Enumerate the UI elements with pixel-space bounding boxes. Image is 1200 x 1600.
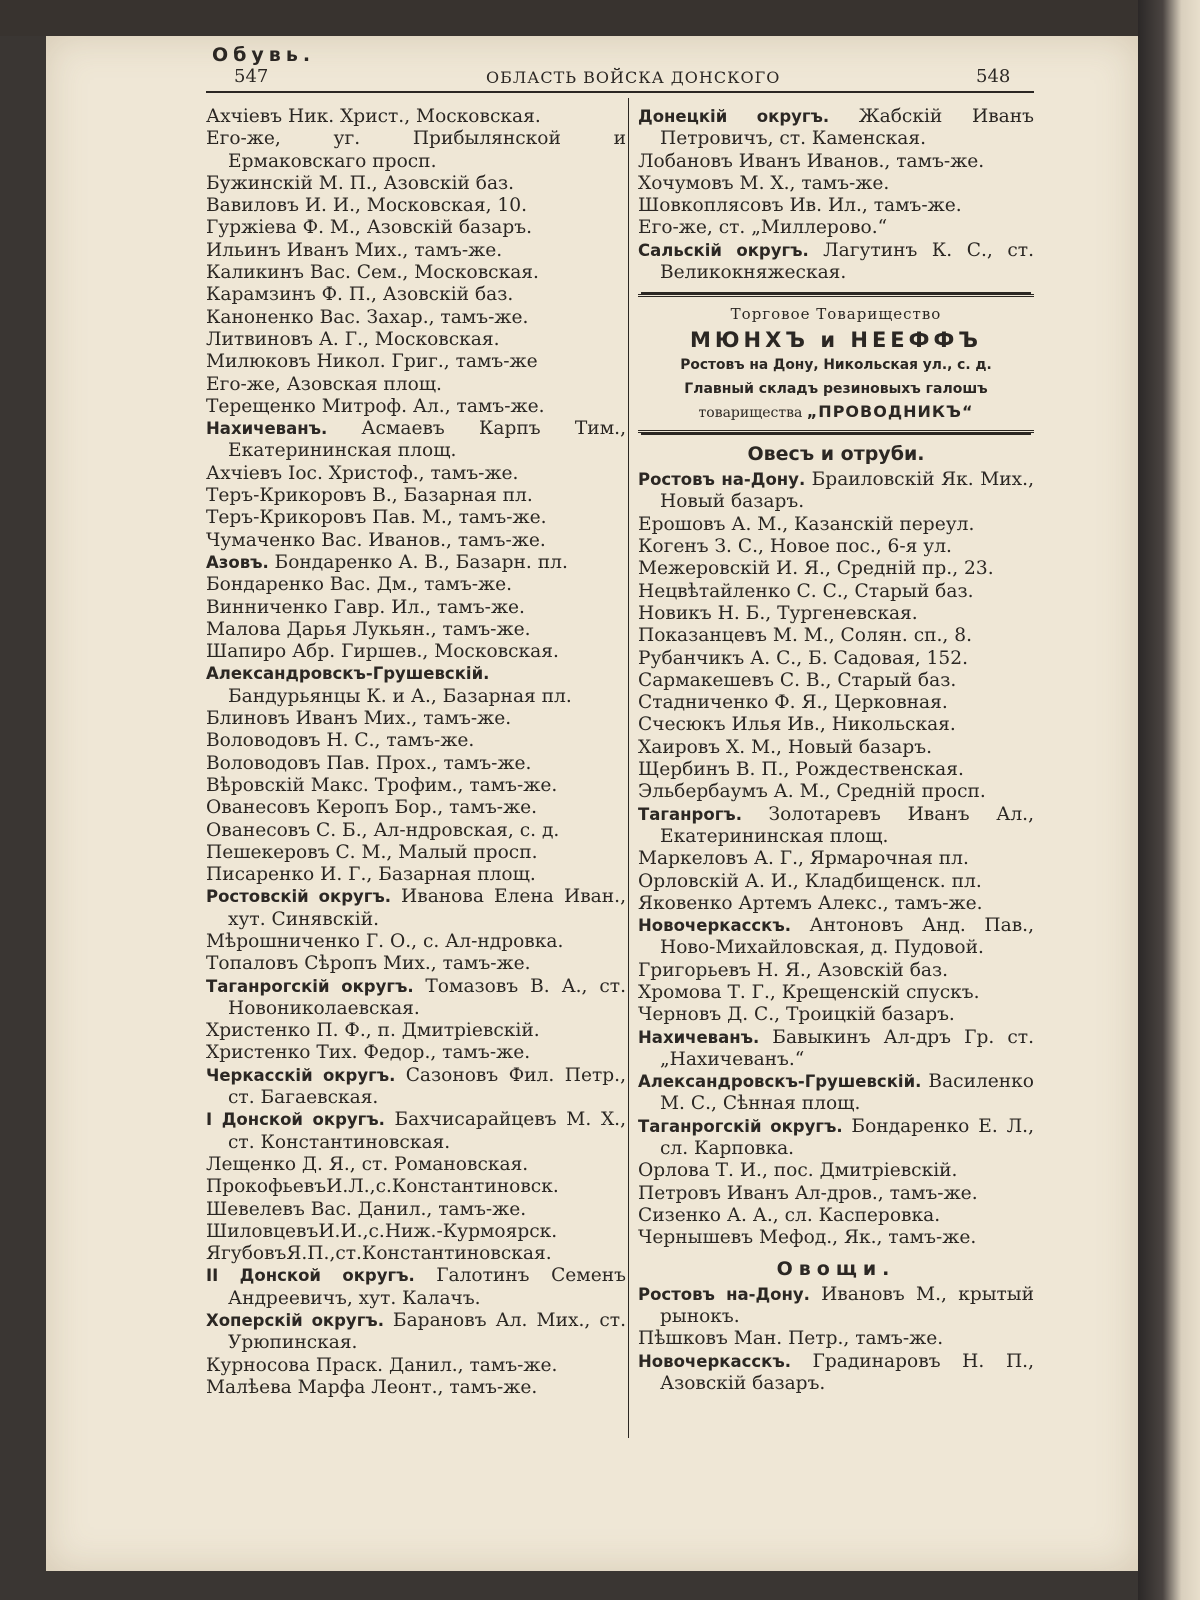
column-divider: [628, 98, 629, 1438]
entry-text: Орловскій А. И., Кладбищенск. пл.: [638, 870, 982, 892]
directory-entry: [638, 781, 1034, 803]
vegetables-entries: [638, 1284, 1034, 1395]
location-heading: Ростовъ на-Дону.: [638, 1284, 822, 1304]
entry-text: Хочумовъ М. Х., тамъ-же.: [638, 172, 890, 194]
entry-text: Лобановъ Иванъ Иванов., тамъ-же.: [638, 150, 985, 172]
directory-entry: [206, 953, 626, 975]
entry-text: Теръ-Крикоровъ Пав. М., тамъ-же.: [206, 507, 547, 529]
directory-entry: [638, 1284, 1034, 1329]
entry-text: Христенко Тих. Федор., тамъ-же.: [206, 1042, 531, 1064]
directory-entry: [638, 514, 1034, 536]
ad-warehouse-line: Главный складъ резиновыхъ галошъ: [684, 381, 988, 398]
entry-text: Когенъ З. С., Новое пос., 6-я ул.: [638, 536, 952, 558]
section-heading-oats: Овесъ и отруби.: [747, 442, 925, 465]
entry-text: Вѣровскій Макс. Трофим., тамъ-же.: [206, 774, 558, 796]
location-heading: Александровскъ-Грушевскій.: [206, 664, 490, 684]
directory-entry: [206, 240, 626, 262]
directory-entry: [638, 1004, 1034, 1026]
entry-text: Маркеловъ А. Г., Ярмарочная пл.: [638, 848, 969, 870]
entry-text: Бавыкинъ Ал-дръ Гр. ст. „Нахичеванъ.“: [660, 1026, 1035, 1070]
location-heading: Ростовъ на-Дону.: [638, 470, 812, 490]
entry-text: Бондаренко Е. Л., сл. Карповка.: [660, 1115, 1034, 1160]
entry-text: Блиновъ Иванъ Мих., тамъ-же.: [206, 708, 512, 730]
entry-text: Золотаревъ Иванъ Ал., Екатерининская площ.: [660, 803, 1034, 847]
entry-text: Вавиловъ И. И., Московская, 10.: [206, 195, 527, 217]
entry-text: Ерошовъ А. М., Казанскій переул.: [638, 513, 975, 535]
directory-entry: [206, 574, 626, 596]
entry-text: Ованесовъ С. Б., Ал-ндровская, с. д.: [206, 819, 560, 841]
entry-text: Пешекеровъ С. М., Малый просп.: [206, 841, 538, 863]
directory-entry: [638, 714, 1034, 736]
entry-text: ЯгубовъЯ.П.,ст.Константиновская.: [206, 1243, 552, 1265]
entry-text: Его-же, уг. Прибылянской и Ермаковскаго просп.: [206, 128, 626, 172]
entry-text: ПрокофьевъИ.Л.,с.Константиновск.: [206, 1176, 559, 1198]
entry-text: Чернышевъ Мефод., Як., тамъ-же.: [638, 1227, 977, 1249]
directory-entry: [638, 1160, 1034, 1182]
directory-entry: [206, 374, 626, 396]
ad-address: Ростовъ на Дону, Никольская ул., с. д.: [680, 356, 992, 373]
location-heading: Таганрогскій округъ.: [206, 976, 426, 996]
directory-entry: [638, 648, 1034, 670]
directory-entry: [206, 641, 626, 663]
header-rule: [206, 91, 1034, 93]
directory-entry: [638, 581, 1034, 603]
directory-entry: [638, 893, 1034, 915]
entry-text: Антоновъ Анд. Пав., Ново-Михайловская, д. Пудовой.: [660, 915, 1034, 959]
entry-text: Григорьевъ Н. Я., Азовскій баз.: [638, 959, 949, 981]
page-number-right: 548: [976, 66, 1011, 87]
directory-entry: [206, 128, 626, 173]
directory-entry: [206, 663, 626, 708]
entry-text: Бужинскій М. П., Азовскій баз.: [206, 172, 515, 194]
directory-entry: [206, 530, 626, 552]
left-column: [206, 106, 626, 1399]
location-heading: Таганрогъ.: [638, 804, 769, 824]
directory-page: [46, 36, 1138, 1571]
entry-text: Черновъ Д. С., Троицкій базаръ.: [638, 1004, 955, 1026]
directory-entry: [638, 960, 1034, 982]
directory-entry: [638, 1205, 1034, 1227]
entry-text: Терещенко Митроф. Ал., тамъ-же.: [206, 395, 545, 417]
directory-entry: [638, 603, 1034, 625]
entry-text: Галотинъ Семенъ Андреевичъ, хут. Калачъ.: [228, 1265, 626, 1309]
entry-text: Эльбербаумъ А. М., Средній просп.: [638, 781, 986, 803]
entry-text: Барановъ Ал. Мих., ст. Урюпинская.: [228, 1310, 626, 1354]
directory-entry: [206, 1042, 626, 1064]
ad-company-type: Торговое Товарищество: [730, 305, 942, 324]
entry-text: Новикъ Н. Б., Тургеневская.: [638, 602, 918, 624]
directory-entry: [206, 1176, 626, 1198]
entry-text: Лагутинъ К. С., ст. Великокняжеская.: [660, 239, 1034, 284]
entry-text: Воловодовъ Н. С., тамъ-же.: [206, 730, 475, 752]
directory-entry: [206, 485, 626, 507]
entry-text: Сизенко А. А., сл. Касперовка.: [638, 1204, 941, 1226]
location-heading: Нахичеванъ.: [638, 1027, 773, 1047]
directory-entry: [206, 886, 626, 931]
directory-entry: [206, 1020, 626, 1042]
entry-text: Сармакешевъ С. В., Старый баз.: [638, 669, 957, 691]
entry-text: Бондаренко Вас. Дм., тамъ-же.: [206, 574, 513, 596]
directory-entry: [206, 507, 626, 529]
entry-text: Показанцевъ М. М., Солян. сп., 8.: [638, 625, 972, 647]
directory-entry: [206, 1154, 626, 1176]
entry-text: Яковенко Артемъ Алекс., тамъ-же.: [638, 892, 983, 914]
entry-text: ШиловцевъИ.И.,с.Ниж.-Курмоярск.: [206, 1220, 558, 1242]
entry-text: Ивановъ М., крытый рынокъ.: [660, 1283, 1035, 1328]
directory-entry: [206, 1310, 626, 1355]
directory-entry: [638, 1328, 1034, 1350]
directory-entry: [638, 1071, 1034, 1116]
entry-text: Межеровскій И. Я., Средній пр., 23.: [638, 558, 994, 580]
directory-entry: [206, 463, 626, 485]
location-heading: I Донской округъ.: [206, 1110, 395, 1130]
directory-entry: [638, 1351, 1034, 1396]
entry-text: Малова Дарья Лукьян., тамъ-же.: [206, 618, 531, 640]
location-heading: Хоперскій округъ.: [206, 1311, 393, 1331]
directory-entry: [638, 217, 1034, 239]
entry-text: Писаренко И. Г., Базарная площ.: [206, 864, 536, 886]
directory-entry: [206, 396, 626, 418]
right-column: [638, 106, 1034, 1395]
entry-text: Карамзинъ Ф. П., Азовскій баз.: [206, 284, 514, 306]
entry-text: Топаловъ Сѣропъ Мих., тамъ-же.: [206, 953, 531, 975]
entry-text: Орлова Т. И., пос. Дмитріевскій.: [638, 1160, 958, 1182]
entry-text: Браиловскій Як. Мих., Новый базаръ.: [660, 469, 1034, 513]
directory-entry: [638, 536, 1034, 558]
entry-text: Градинаровъ Н. П., Азовскій базаръ.: [660, 1350, 1035, 1395]
directory-entry: [638, 1116, 1034, 1161]
entry-text: Его-же, Азовская площ.: [206, 373, 442, 395]
directory-entry: [638, 625, 1034, 647]
directory-entry: [206, 775, 626, 797]
facing-page-edge: [1138, 0, 1200, 1600]
directory-entry: [206, 597, 626, 619]
directory-entry: [206, 1355, 626, 1377]
page-number-left: 547: [234, 66, 269, 87]
entry-text: Пѣшковъ Ман. Петр., тамъ-же.: [638, 1328, 944, 1350]
entry-text: Его-же, ст. „Миллерово.“: [638, 217, 888, 239]
directory-entry: [638, 759, 1034, 781]
directory-entry: [206, 1109, 626, 1154]
directory-entry: [638, 195, 1034, 217]
entry-text: Счесюкъ Илья Ив., Никольская.: [638, 714, 956, 736]
location-heading: Сальскій округъ.: [638, 240, 824, 260]
entry-text: Щербинъ В. П., Рождественская.: [638, 759, 964, 781]
entry-text: Воловодовъ Пав. Прох., тамъ-же.: [206, 752, 532, 774]
entry-text: Лещенко Д. Я., ст. Романовская.: [206, 1153, 529, 1175]
entry-text: Каликинъ Вас. Сем., Московская.: [206, 262, 539, 284]
directory-entry: [638, 106, 1034, 151]
entry-text: Хаировъ Х. М., Новый базаръ.: [638, 736, 932, 758]
entry-text: Хромова Т. Г., Крещенскій спускъ.: [638, 981, 980, 1003]
entry-text: Рубанчикъ А. С., Б. Садовая, 152.: [638, 647, 968, 669]
location-heading: Ростовскій округъ.: [206, 887, 402, 907]
directory-entry: [206, 284, 626, 306]
location-heading: Азовъ.: [206, 552, 275, 572]
directory-entry: [638, 151, 1034, 173]
directory-entry: [206, 708, 626, 730]
entry-text: Шовкоплясовъ Ив. Ил., тамъ-же.: [638, 195, 962, 217]
directory-entry: [206, 976, 626, 1021]
entry-text: Бондаренко А. В., Базарн. пл.: [274, 551, 568, 573]
location-heading: Черкасскій округъ.: [206, 1065, 406, 1085]
entry-text: Курносова Праск. Данил., тамъ-же.: [206, 1354, 558, 1376]
entry-text: Асмаевъ Карпъ Тим., Екатерининская площ.: [228, 418, 626, 462]
entry-text: Гуржіева Ф. М., Азовскій базаръ.: [206, 217, 533, 239]
directory-entry: [638, 692, 1034, 714]
entry-text: Нецвѣтайленко С. С., Старый баз.: [638, 580, 974, 602]
entry-text: Ильинъ Иванъ Мих., тамъ-же.: [206, 239, 503, 261]
directory-entry: [638, 1027, 1034, 1072]
directory-entry: [206, 1243, 626, 1265]
location-heading: Новочеркасскъ.: [638, 916, 810, 936]
directory-entry: [206, 1221, 626, 1243]
directory-entry: [206, 864, 626, 886]
directory-entry: [638, 558, 1034, 580]
directory-entry: [638, 737, 1034, 759]
entry-text: Ахчіевъ Іос. Христоф., тамъ-же.: [206, 462, 519, 484]
entry-text: Петровъ Иванъ Ал-дров., тамъ-же.: [638, 1182, 978, 1204]
directory-entry: [206, 329, 626, 351]
entry-text: Теръ-Крикоровъ В., Базарная пл.: [206, 485, 533, 507]
directory-entry: [206, 262, 626, 284]
directory-entry: [638, 1183, 1034, 1205]
location-heading: Донецкій округъ.: [638, 107, 859, 126]
entry-text: Ованесовъ Керопъ Бор., тамъ-же.: [206, 797, 538, 819]
section-heading-vegetables: Овощи.: [776, 1257, 896, 1280]
location-heading: Александровскъ-Грушевскій.: [638, 1072, 929, 1092]
directory-entry: [638, 469, 1034, 514]
entry-text: Томазовъ В. А., ст. Новониколаевская.: [228, 975, 626, 1019]
location-heading: II Донской округъ.: [206, 1266, 437, 1286]
entry-text: Каноненко Вас. Захар., тамъ-же.: [206, 306, 529, 328]
location-heading: Нахичеванъ.: [206, 419, 362, 439]
entry-text: Шапиро Абр. Гиршев., Московская.: [206, 641, 559, 663]
directory-entry: [206, 1199, 626, 1221]
directory-entry: [206, 797, 626, 819]
entry-text: Иванова Елена Иван., хут. Синявскій.: [228, 886, 626, 930]
directory-entry: [206, 1377, 626, 1399]
directory-entry: [206, 552, 626, 574]
directory-entry: [206, 106, 626, 128]
directory-entry: [206, 173, 626, 195]
directory-entry: [206, 1265, 626, 1310]
directory-entry: [206, 351, 626, 373]
directory-entry: [638, 804, 1034, 849]
scan-top-border: [0, 0, 1138, 36]
directory-entry: [206, 307, 626, 329]
entry-text: Христенко П. Ф., п. Дмитріевскій.: [206, 1020, 540, 1042]
right-column-entries-top: [638, 106, 1034, 284]
directory-entry: [206, 842, 626, 864]
directory-entry: [638, 871, 1034, 893]
entry-text: Шевелевъ Вас. Данил., тамъ-же.: [206, 1198, 527, 1220]
entry-text: Милюковъ Никол. Григ., тамъ-же: [206, 351, 538, 373]
directory-entry: [206, 931, 626, 953]
ad-brand-line: [642, 401, 1030, 424]
entry-text: Мѣрошниченко Г. О., с. Ал-ндровка.: [206, 930, 564, 952]
location-heading: Таганрогскій округъ.: [638, 1116, 852, 1136]
ad-company-name: МЮНХЪ и НЕЕФФЪ: [689, 327, 983, 352]
page-title: ОБЛАСТЬ ВОЙСКА ДОНСКОГО: [486, 68, 781, 87]
directory-entry: [206, 753, 626, 775]
directory-entry: [206, 619, 626, 641]
oats-entries: [638, 469, 1034, 1249]
directory-entry: [638, 915, 1034, 960]
directory-entry: [206, 820, 626, 842]
entry-text: Василенко М. С., Сѣнная площ.: [660, 1071, 1034, 1115]
directory-entry: [638, 982, 1034, 1004]
entry-text: Винниченко Гавр. Ил., тамъ-же.: [206, 596, 525, 618]
entry-text: Малѣева Марфа Леонт., тамъ-же.: [206, 1376, 538, 1398]
entry-text: Жабскій Иванъ Петровичъ, ст. Каменская.: [660, 106, 1034, 150]
directory-entry: [638, 848, 1034, 870]
directory-entry: [638, 240, 1034, 285]
entry-text: Чумаченко Вас. Иванов., тамъ-же.: [206, 529, 546, 551]
entry-text: Сазоновъ Фил. Петр., ст. Багаевская.: [228, 1064, 626, 1109]
directory-entry: [206, 730, 626, 752]
advertisement-box: [638, 294, 1034, 432]
entry-text: Литвиновъ А. Г., Московская.: [206, 328, 500, 350]
entry-text: Стадниченко Ф. Я., Церковная.: [638, 692, 948, 714]
directory-entry: [638, 670, 1034, 692]
entry-text: Бандурьянцы К. и А., Базарная пл.: [228, 685, 572, 707]
directory-entry: [638, 1227, 1034, 1249]
directory-entry: [206, 1065, 626, 1110]
location-heading: Новочеркасскъ.: [638, 1351, 813, 1371]
directory-entry: [638, 173, 1034, 195]
directory-entry: [206, 195, 626, 217]
directory-entry: [206, 217, 626, 239]
ad-brand-prefix: товарищества: [698, 404, 803, 421]
section-tag: Обувь.: [212, 44, 316, 66]
entry-text: Ахчіевъ Ник. Христ., Московская.: [206, 106, 541, 127]
entry-text: Бахчисарайцевъ М. Х., ст. Константиновская.: [228, 1109, 627, 1153]
ad-brand-name: „ПРОВОДНИКЪ“: [806, 401, 974, 421]
directory-entry: [206, 418, 626, 463]
